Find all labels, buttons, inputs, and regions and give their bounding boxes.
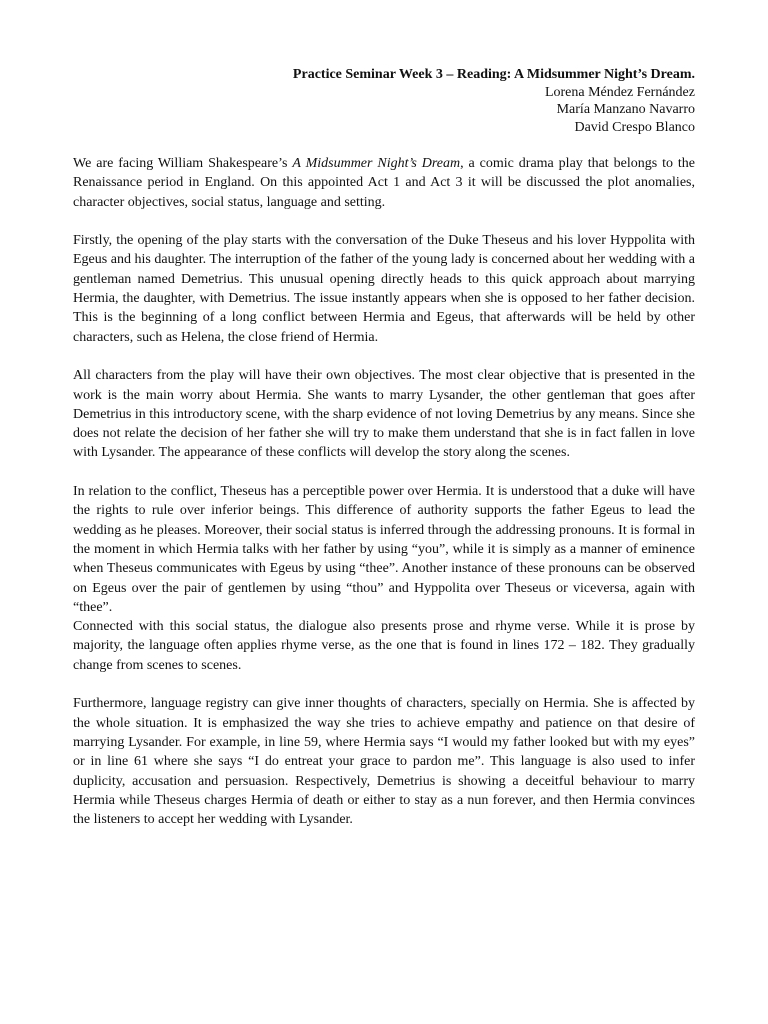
author-name: Lorena Méndez Fernández: [544, 84, 695, 100]
work-title: A Midsummer Night’s Dream: [292, 156, 461, 171]
paragraph-social-status: In relation to the conflict, Theseus has a perceptible power over Hermia. It is understood that a duke will have the rights to rule over inferior beings. This difference of authority supports the father Egeus to lead the wedding as he pleases. Moreover, their social status is inferred through the addressing pronouns. It is formal in the moment in which Hermia talks with her father by using “you”, while it is simply as a manner of eminence when Theseus communicates with Egeus by using “thee”. Another instance of these pronouns can be observed on Egeus over the pair of gentlemen by using “thou” and Hyppolita over Theseus or viceversa, again with “thee”.: [73, 484, 695, 615]
paragraph-opening: Firstly, the opening of the play starts with the conversation of the Duke Theseus and his lover Hyppolita with Egeus and his daughter. The interruption of the father of the young lady is concerned about her wedding with a gentleman named Demetrius. This unusual opening directly heads to this quick approach about marrying Hermia, the daughter, with Demetrius. The issue instantly appears when she is opposed to her father decision. This is the beginning of a long conflict between Hermia and Egeus, that afterwards will be held by other characters, such as Helena, the close friend of Hermia.: [73, 233, 695, 345]
paragraph-language: Furthermore, language registry can give inner thoughts of characters, specially on Hermia. She is affected by the whole situation. It is emphasized the way she tries to achieve empathy and patience on that desire of marrying Lysander. For example, in line 59, where Hermia says “I would my father looked but with my eyes” or in line 61 where she says “I do entreat your grace to pardon me”. This language is also used to infer duplicity, accusation and persuasion. Respectively, Demetrius is showing a deceitful behaviour to marry Hermia while Theseus charges Hermia of death or either to stay as a nun forever, and then Hermia convinces the listeners to accept her wedding with Lysander.: [73, 696, 695, 828]
intro-text-end: , a comic drama play that belongs to the Renaissance period in England. On this appointed Act 1 and Act 3 it will be discussed the plot anomalies, character objectives, social status, language and setting.: [73, 156, 696, 210]
document-header: [73, 66, 695, 136]
intro-paragraph: [73, 154, 695, 212]
author-name: María Manzano Navarro: [556, 102, 695, 117]
paragraph-objectives: All characters from the play will have their own objectives. The most clear objective that is presented in the work is the main worry about Hermia. She wants to marry Lysander, the other gentleman that goes after Demetrius in this introductory scene, with the sharp evidence of not loving Demetrius by any means. Since she does not relate the decision of her father she will try to make them understand that she is in fact fallen in love with Lysander. The appearance of these conflicts will develop the story along the scenes.: [73, 368, 695, 461]
paragraph-prose-verse: Connected with this social status, the dialogue also presents prose and rhyme verse. While it is prose by majority, the language often applies rhyme verse, as the one that is found in lines 172 – 182. They gradually change from scenes to scenes.: [73, 619, 695, 673]
intro-text-start: We are facing William Shakespeare’s: [73, 156, 293, 171]
document-title: Practice Seminar Week 3 – Reading: A Midsummer Night’s Dream.: [292, 67, 695, 82]
author-name: David Crespo Blanco: [574, 119, 695, 135]
document-body: [73, 154, 695, 829]
